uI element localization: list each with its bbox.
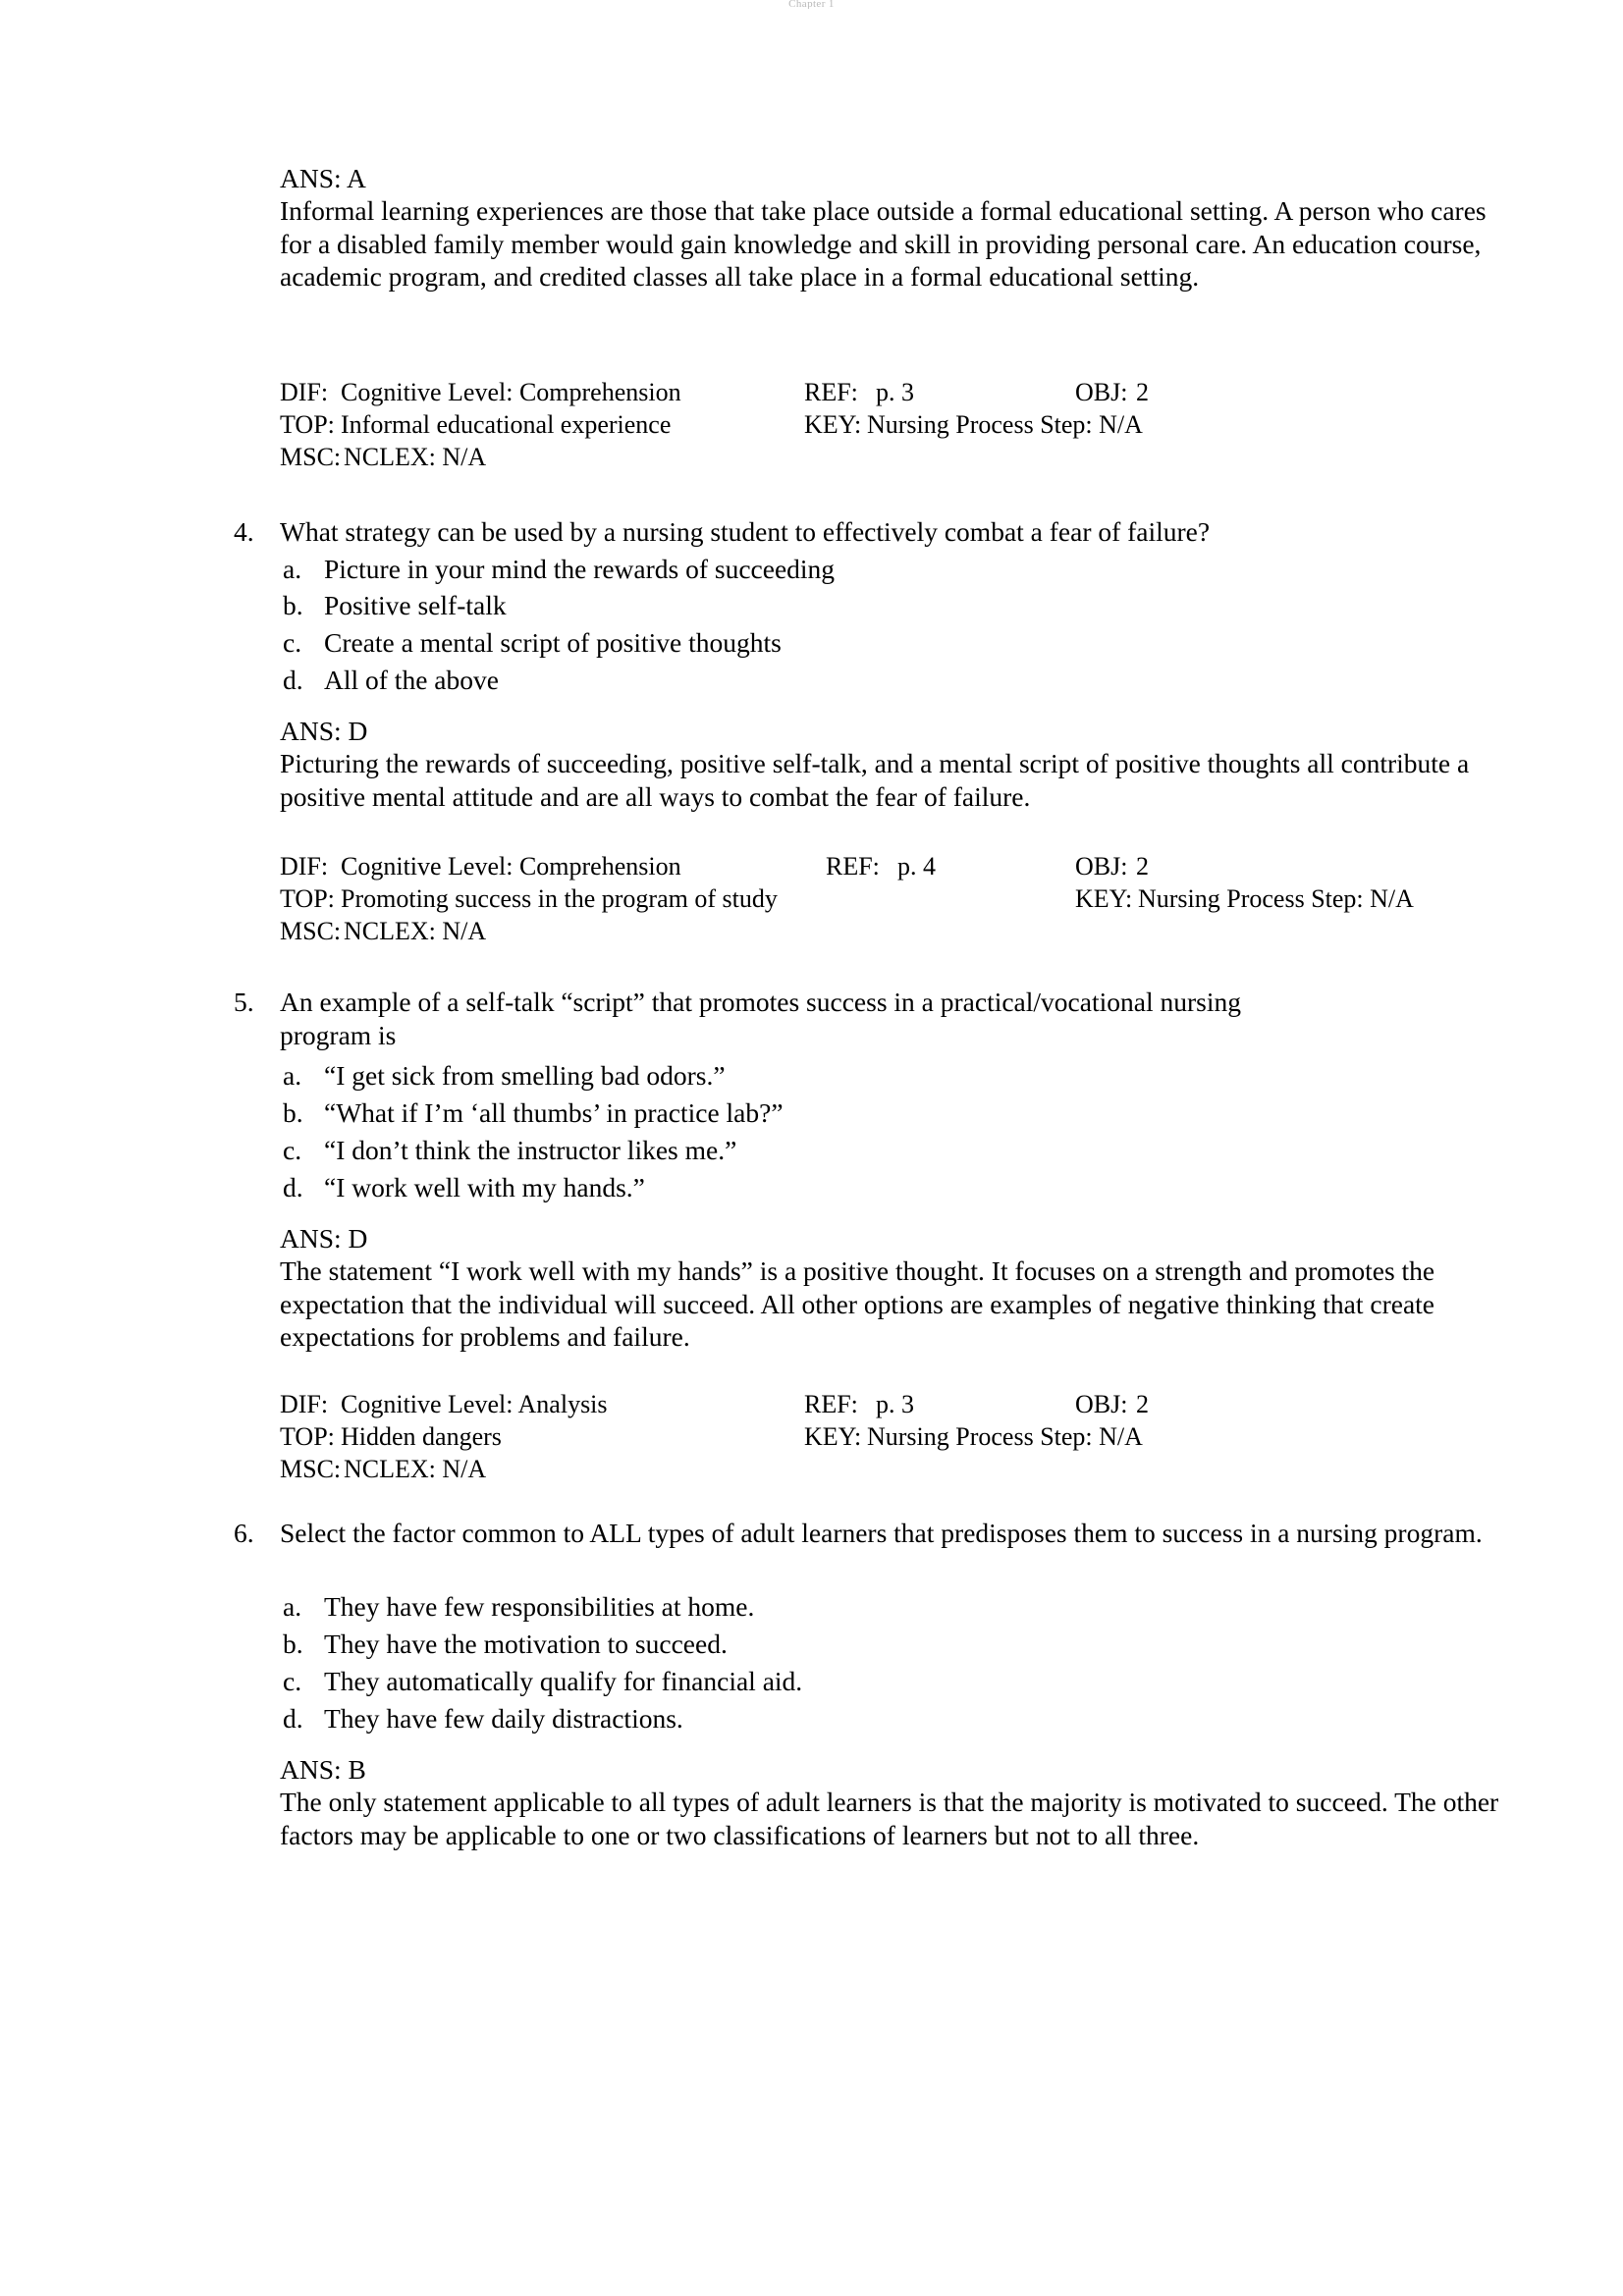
top-value: Hidden dangers bbox=[341, 1422, 502, 1452]
option-text[interactable]: Picture in your mind the rewards of succeeding bbox=[324, 554, 836, 584]
option-text[interactable]: Create a mental script of positive thoughts bbox=[324, 627, 782, 658]
question-stem: Select the factor common to ALL types of adult learners that predisposes them to success in a nursing program. bbox=[280, 1518, 1483, 1548]
option-letter: b. bbox=[283, 590, 303, 620]
option-letter: d. bbox=[283, 1172, 303, 1202]
question-number: 5. bbox=[234, 987, 254, 1017]
option-text[interactable]: “I work well with my hands.” bbox=[324, 1172, 645, 1202]
question-stem: What strategy can be used by a nursing student to effectively combat a fear of failure? bbox=[280, 516, 1211, 547]
option-letter: c. bbox=[283, 627, 302, 658]
answer-explanation: Picturing the rewards of succeeding, positive self-talk, and a mental script of positive thoughts all contribute a positive mental attitude and are all ways to combat the fear of failure. bbox=[280, 748, 1470, 812]
answer-label: ANS: A bbox=[280, 163, 366, 193]
answer-label: ANS: D bbox=[280, 1223, 368, 1254]
obj-label: OBJ: bbox=[1075, 852, 1128, 881]
dif-label: DIF: bbox=[280, 1390, 329, 1418]
question-number: 6. bbox=[234, 1518, 254, 1548]
option-text[interactable]: All of the above bbox=[324, 665, 499, 695]
dif-value: Cognitive Level: Comprehension bbox=[341, 378, 681, 406]
obj-value: 2 bbox=[1136, 852, 1149, 881]
ref-label: REF: bbox=[804, 1390, 858, 1418]
answer-label: ANS: D bbox=[280, 716, 368, 746]
clipped-page-header: Chapter 1 bbox=[788, 0, 835, 9]
option-letter: c. bbox=[283, 1135, 302, 1165]
key-label: KEY: bbox=[804, 410, 862, 440]
option-text[interactable]: “I get sick from smelling bad odors.” bbox=[324, 1060, 726, 1091]
option-text[interactable]: They have few daily distractions. bbox=[324, 1703, 683, 1734]
top-label: TOP: bbox=[280, 884, 335, 914]
answer-explanation: The only statement applicable to all types of adult learners is that the majority is motivated to succeed. The other factors may be applicable to one or two classifications of learners but not to all three. bbox=[280, 1787, 1499, 1850]
dif-value: Cognitive Level: Analysis bbox=[341, 1390, 608, 1418]
option-text[interactable]: “What if I’m ‘all thumbs’ in practice lab?” bbox=[324, 1097, 784, 1128]
answer-explanation: The statement “I work well with my hands” is a positive thought. It focuses on a strength and promotes the expectation that the individual will succeed. All other options are examples of negative thinking that create expectations for problems and failure. bbox=[280, 1255, 1435, 1353]
option-letter: d. bbox=[283, 665, 303, 695]
msc-label: MSC: bbox=[280, 1455, 342, 1484]
top-value: Informal educational experience bbox=[341, 410, 672, 440]
top-label: TOP: bbox=[280, 410, 335, 440]
ref-label: REF: bbox=[826, 852, 880, 881]
key-value: Nursing Process Step: N/A bbox=[867, 410, 1143, 440]
option-text[interactable]: They automatically qualify for financial aid. bbox=[324, 1666, 803, 1696]
answer-label: ANS: B bbox=[280, 1754, 366, 1785]
option-text[interactable]: They have few responsibilities at home. bbox=[324, 1591, 755, 1622]
msc-label: MSC: bbox=[280, 443, 342, 472]
obj-value: 2 bbox=[1136, 1390, 1149, 1418]
obj-label: OBJ: bbox=[1075, 1390, 1128, 1418]
obj-value: 2 bbox=[1136, 378, 1149, 406]
dif-value: Cognitive Level: Comprehension bbox=[341, 852, 681, 881]
ref-label: REF: bbox=[804, 378, 858, 406]
key-value: Nursing Process Step: N/A bbox=[867, 1422, 1143, 1452]
ref-value: p. 4 bbox=[897, 852, 936, 881]
key-label: KEY: bbox=[1075, 884, 1133, 914]
dif-label: DIF: bbox=[280, 852, 329, 881]
msc-value: NCLEX: N/A bbox=[344, 917, 487, 946]
option-letter: b. bbox=[283, 1629, 303, 1659]
question-stem: An example of a self-talk “script” that promotes success in a practical/vocational nursing program is bbox=[280, 987, 1241, 1050]
option-text[interactable]: Positive self-talk bbox=[324, 590, 507, 620]
question-number: 4. bbox=[234, 516, 254, 547]
option-text[interactable]: They have the motivation to succeed. bbox=[324, 1629, 728, 1659]
option-letter: a. bbox=[283, 554, 302, 584]
obj-label: OBJ: bbox=[1075, 378, 1128, 406]
top-value: Promoting success in the program of study bbox=[341, 884, 778, 914]
msc-value: NCLEX: N/A bbox=[344, 443, 487, 472]
key-value: Nursing Process Step: N/A bbox=[1138, 884, 1414, 914]
dif-label: DIF: bbox=[280, 378, 329, 406]
answer-explanation: Informal learning experiences are those that take place outside a formal educational setting. A person who cares for a disabled family member would gain knowledge and skill in providing personal care. An education course, academic program, and credited classes all take place in a formal educational setting. bbox=[280, 195, 1487, 293]
msc-label: MSC: bbox=[280, 917, 342, 946]
option-letter: c. bbox=[283, 1666, 302, 1696]
ref-value: p. 3 bbox=[876, 378, 914, 406]
option-letter: d. bbox=[283, 1703, 303, 1734]
option-letter: b. bbox=[283, 1097, 303, 1128]
option-letter: a. bbox=[283, 1591, 302, 1622]
top-label: TOP: bbox=[280, 1422, 335, 1452]
option-letter: a. bbox=[283, 1060, 302, 1091]
key-label: KEY: bbox=[804, 1422, 862, 1452]
option-text[interactable]: “I don’t think the instructor likes me.” bbox=[324, 1135, 737, 1165]
msc-value: NCLEX: N/A bbox=[344, 1455, 487, 1484]
ref-value: p. 3 bbox=[876, 1390, 914, 1418]
